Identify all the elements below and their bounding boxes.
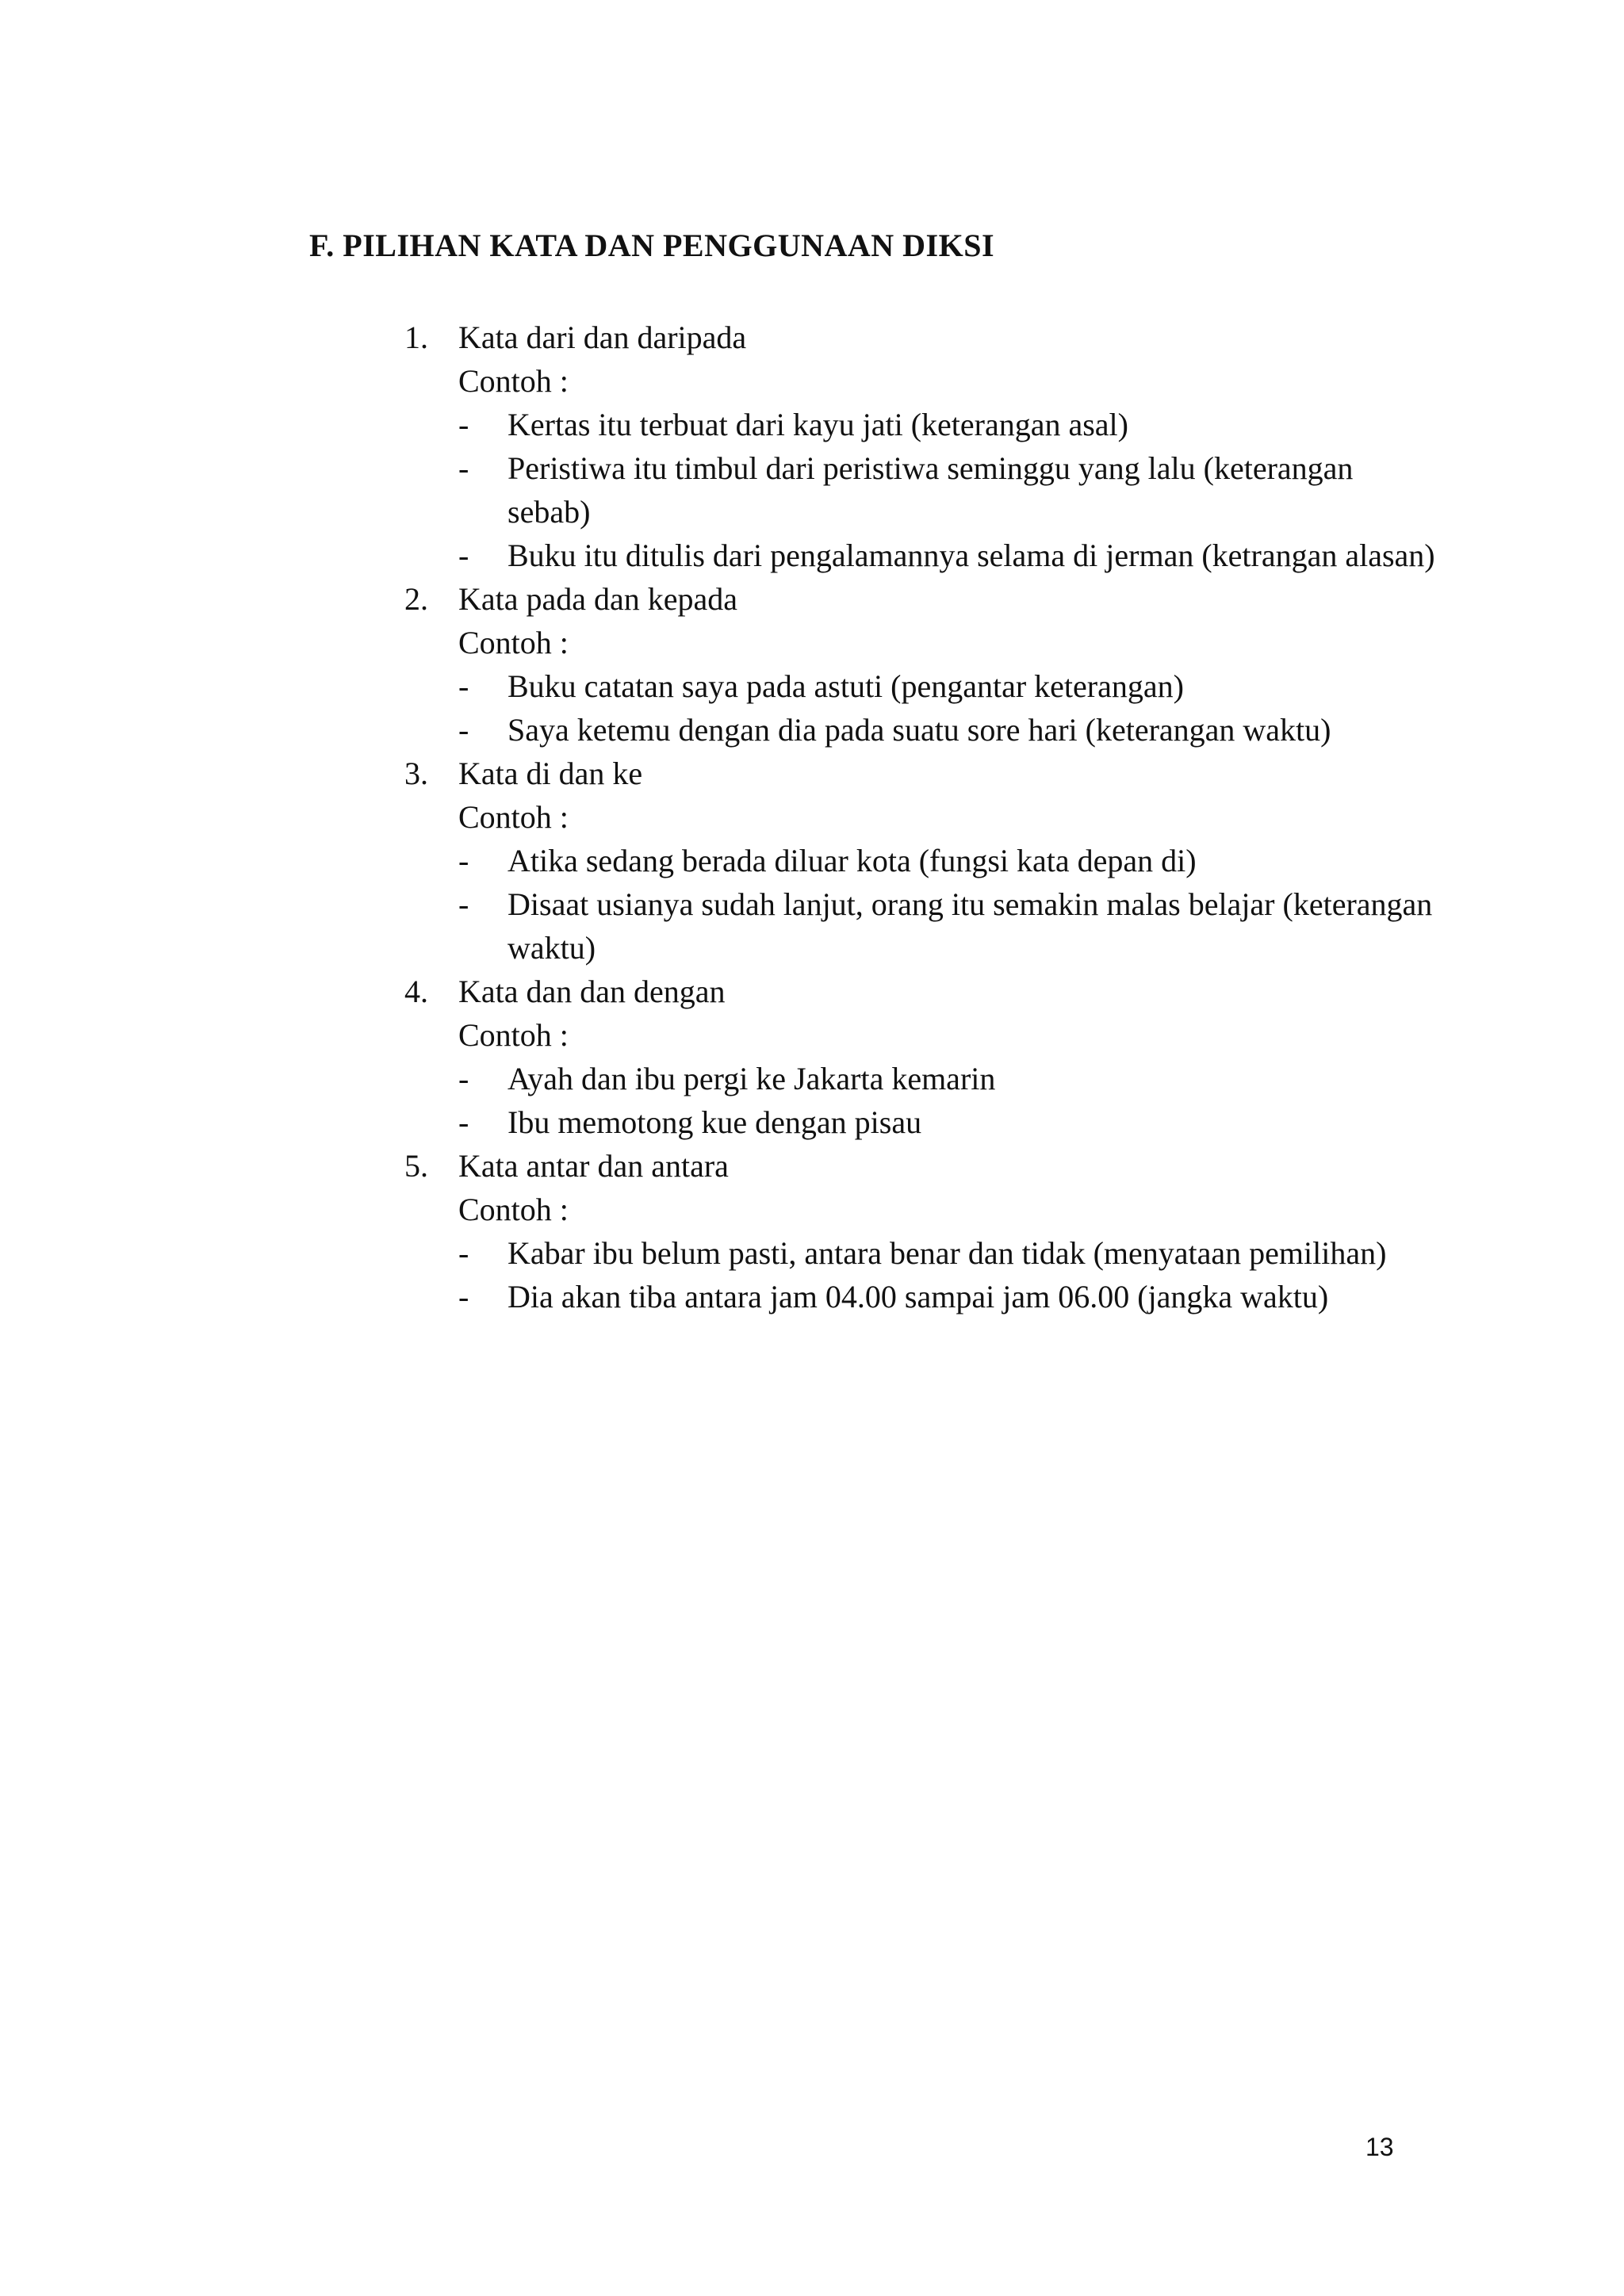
numbered-list xyxy=(404,316,1435,1318)
item-title: Kata di dan ke xyxy=(458,756,643,791)
example-text: Disaat usianya sudah lanjut, orang itu semakin malas belajar (keterangan waktu) xyxy=(508,886,1433,966)
example-line xyxy=(458,664,1442,708)
example-line xyxy=(458,446,1442,534)
dash-bullet: - xyxy=(458,1279,469,1314)
example-line xyxy=(458,839,1442,882)
example-text: Kertas itu terbuat dari kayu jati (keterangan asal) xyxy=(508,407,1128,442)
item-number: 5. xyxy=(404,1148,428,1184)
example-text: Atika sedang berada diluar kota (fungsi kata depan di) xyxy=(508,843,1197,878)
item-title: Kata pada dan kepada xyxy=(458,581,738,617)
dash-bullet: - xyxy=(458,843,469,878)
list-item xyxy=(404,1144,1388,1318)
dash-bullet: - xyxy=(458,538,469,573)
contoh-label: Contoh : xyxy=(458,1192,569,1227)
example-line xyxy=(458,1057,1442,1100)
example-line xyxy=(458,882,1442,970)
dash-bullet: - xyxy=(458,1235,469,1271)
example-text: Ibu memotong kue dengan pisau xyxy=(508,1104,922,1140)
item-number: 4. xyxy=(404,974,428,1009)
dash-bullet: - xyxy=(458,1061,469,1096)
contoh-label: Contoh : xyxy=(458,799,569,835)
dash-bullet: - xyxy=(458,712,469,748)
example-line xyxy=(458,1100,1442,1144)
example-text: Buku itu ditulis dari pengalamannya selama di jerman (ketrangan alasan) xyxy=(508,538,1435,573)
section-heading: F. PILIHAN KATA DAN PENGGUNAAN DIKSI xyxy=(309,228,995,263)
example-text: Buku catatan saya pada astuti (pengantar keterangan) xyxy=(508,668,1184,704)
example-text: Dia akan tiba antara jam 04.00 sampai jam 06.00 (jangka waktu) xyxy=(508,1279,1329,1314)
example-line xyxy=(458,1231,1442,1275)
dash-bullet: - xyxy=(458,1104,469,1140)
item-title: Kata dan dan dengan xyxy=(458,974,726,1009)
item-title: Kata dari dan daripada xyxy=(458,320,747,355)
page-number: 13 xyxy=(1365,2133,1394,2161)
dash-bullet: - xyxy=(458,450,469,486)
item-number: 1. xyxy=(404,320,428,355)
example-text: Kabar ibu belum pasti, antara benar dan tidak (menyataan pemilihan) xyxy=(508,1235,1387,1271)
example-text: Saya ketemu dengan dia pada suatu sore hari (keterangan waktu) xyxy=(508,712,1331,748)
contoh-label: Contoh : xyxy=(458,625,569,660)
list-item xyxy=(404,316,1435,577)
dash-bullet: - xyxy=(458,407,469,442)
example-text: Peristiwa itu timbul dari peristiwa seminggu yang lalu (keterangan sebab) xyxy=(508,450,1354,530)
list-item xyxy=(404,752,1433,970)
item-number: 2. xyxy=(404,581,428,617)
example-line xyxy=(458,1275,1442,1318)
list-item xyxy=(404,577,1388,752)
dash-bullet: - xyxy=(458,668,469,704)
contoh-label: Contoh : xyxy=(458,1017,569,1053)
example-line xyxy=(458,403,1442,446)
item-number: 3. xyxy=(404,756,428,791)
contoh-label: Contoh : xyxy=(458,363,569,399)
list-item xyxy=(404,970,1388,1144)
example-text: Ayah dan ibu pergi ke Jakarta kemarin xyxy=(508,1061,996,1096)
dash-bullet: - xyxy=(458,886,469,922)
example-line xyxy=(458,534,1442,577)
example-line xyxy=(458,708,1442,752)
item-title: Kata antar dan antara xyxy=(458,1148,729,1184)
